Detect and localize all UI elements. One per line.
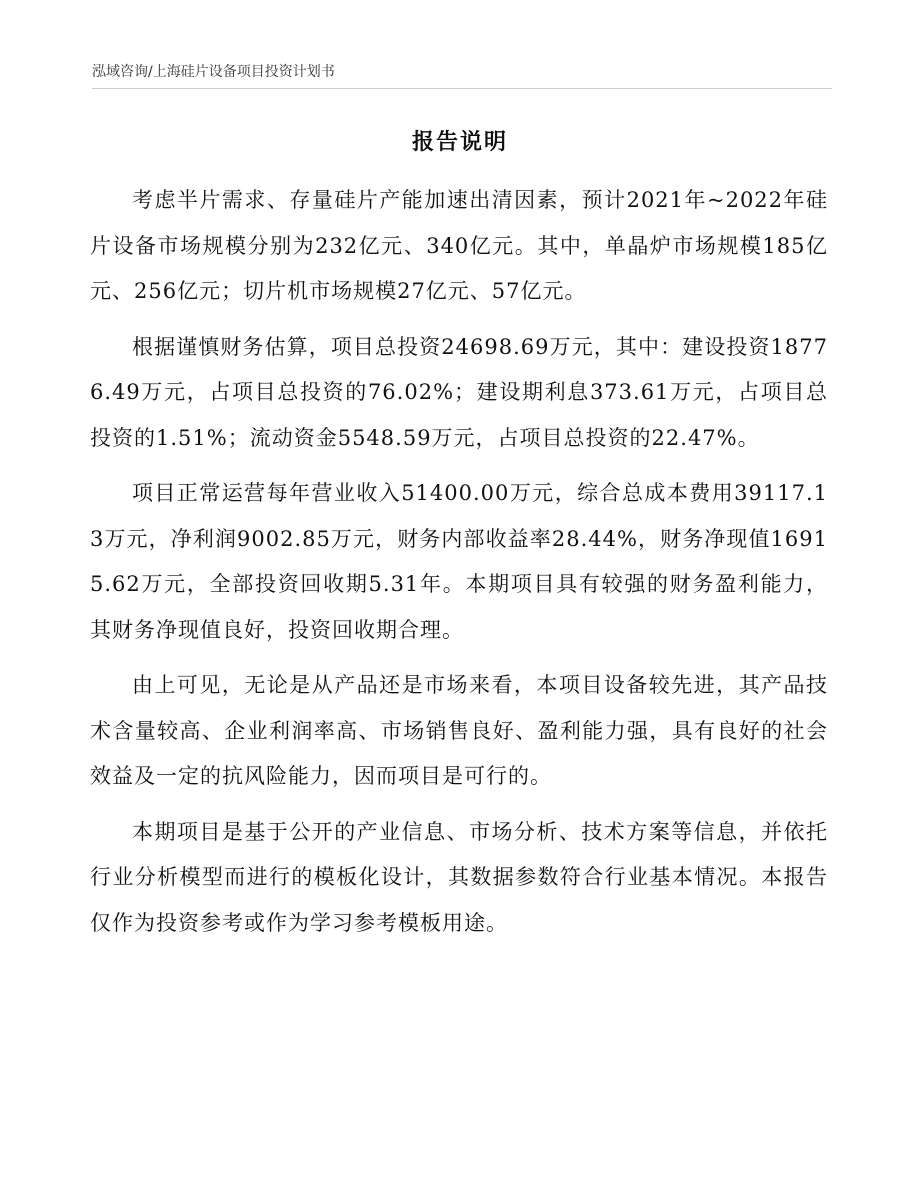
paragraph-market-size: 考虑半片需求、存量硅片产能加速出清因素，预计2021年~2022年硅片设备市场规模分别为232亿元、340亿元。其中，单晶炉市场规模185亿元、256亿元；切片机市场规模27亿元、57亿元。 [90,188,828,303]
document-body [90,178,828,956]
paragraph-financials: 项目正常运营每年营业收入51400.00万元，综合总成本费用39117.13万元，净利润9002.85万元，财务内部收益率28.44%，财务净现值16915.62万元，全部投资回收期5.31年。本期项目具有较强的财务盈利能力，其财务净现值良好，投资回收期合理。 [90,481,828,642]
paragraph-feasibility: 由上可见，无论是从产品还是市场来看，本项目设备较先进，其产品技术含量较高、企业利润率高、市场销售良好、盈利能力强，具有良好的社会效益及一定的抗风险能力，因而项目是可行的。 [90,673,828,788]
running-header: 泓域咨询/上海硅片设备项目投资计划书 [92,62,832,89]
paragraph-disclaimer: 本期项目是基于公开的产业信息、市场分析、技术方案等信息，并依托行业分析模型而进行的模板化设计，其数据参数符合行业基本情况。本报告仅作为投资参考或作为学习参考模板用途。 [90,819,828,935]
paragraph-investment: 根据谨慎财务估算，项目总投资24698.69万元，其中：建设投资18776.49万元，占项目总投资的76.02%；建设期利息373.61万元，占项目总投资的1.51%；流动资金5548.59万元，占项目总投资的22.47%。 [90,334,828,450]
page-title: 报告说明 [411,130,508,155]
